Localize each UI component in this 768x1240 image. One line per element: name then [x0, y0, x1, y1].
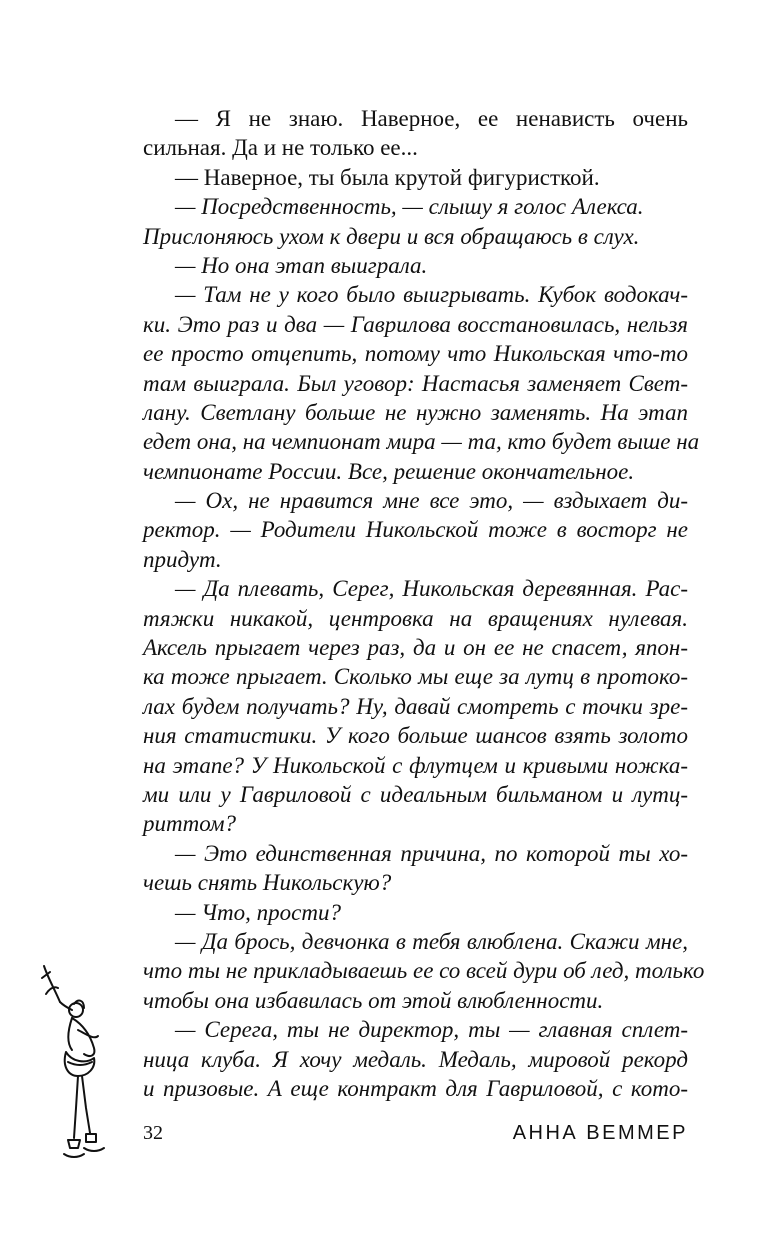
text-line: чешь снять Никольскую?: [143, 870, 392, 896]
text-line: ка тоже прыгает. Сколько мы еще за лутц в протоко-: [143, 664, 688, 690]
page-number: 32: [143, 1122, 163, 1144]
text-line: — Я не знаю. Наверное, ее ненависть очень: [175, 106, 688, 131]
text-line: — Но она этап выиграла.: [175, 252, 428, 278]
text-line: там выиграла. Был уговор: Настасья заменяет Свет-: [143, 370, 688, 396]
text-line: ния статистики. У кого больше шансов взять золото: [143, 723, 688, 749]
text-line: — Посредственность, — слышу я голос Алекса.: [175, 194, 644, 220]
text-line: — Там не у кого было выигрывать. Кубок водокач-: [175, 282, 688, 308]
text-line: ки. Это раз и два — Гаврилова восстановилась, нельзя: [143, 311, 688, 337]
text-line: — Да брось, девчонка в тебя влюблена. Скажи мне,: [175, 928, 688, 954]
text-line: Прислоняюсь ухом к двери и вся обращаюсь в слух.: [143, 223, 640, 249]
text-line: что ты не прикладываешь ее со всей дури об лед, только: [143, 958, 705, 984]
text-line: — Ох, не нравится мне все это, — вздыхает ди-: [175, 488, 688, 514]
text-line: — Что, прости?: [175, 899, 341, 925]
text-line: на этапе? У Никольской с флутцем и кривыми ножка-: [143, 752, 688, 778]
page-text: [143, 104, 705, 1103]
text-line: ми или у Гавриловой с идеальным бильманом и лутц-: [143, 781, 688, 807]
text-line: ее просто отцепить, потому что Никольская что-то: [143, 341, 688, 367]
text-line: риттом?: [143, 811, 237, 837]
text-line: едет она, на чемпионат мира — та, кто будет выше на: [143, 429, 700, 455]
text-line: и призовые. А еще контракт для Гавриловой, с кото-: [143, 1075, 688, 1101]
text-line: придут.: [143, 546, 222, 572]
text-line: Аксель прыгает через раз, да и он ее не спасет, япон-: [143, 635, 688, 661]
text-line: — Это единственная причина, по которой ты хо-: [175, 840, 688, 866]
figure-skater-illustration: [38, 958, 118, 1188]
text-line: лах будем получать? Ну, давай смотреть с точки зре-: [143, 693, 688, 719]
text-line: чемпионате России. Все, решение окончательное.: [143, 458, 635, 484]
page-footer: [143, 1122, 688, 1152]
text-line: ректор. — Родители Никольской тоже в восторг не: [143, 517, 688, 543]
text-line: — Да плевать, Серег, Никольская деревянная. Рас-: [175, 576, 688, 602]
text-line: ница клуба. Я хочу медаль. Медаль, мировой рекорд: [143, 1046, 688, 1072]
text-line: тяжки никакой, центровка на вращениях нулевая.: [143, 605, 688, 631]
running-head-author: АННА ВЕММЕР: [512, 1122, 688, 1144]
text-line: лану. Светлану больше не нужно заменять. На этап: [143, 399, 688, 425]
text-line: — Наверное, ты была крутой фигуристкой.: [175, 164, 600, 190]
text-line: — Серега, ты не директор, ты — главная сплет-: [175, 1017, 688, 1043]
text-line: сильная. Да и не только ее...: [143, 135, 418, 161]
text-line: чтобы она избавилась от этой влюбленности.: [143, 987, 604, 1013]
